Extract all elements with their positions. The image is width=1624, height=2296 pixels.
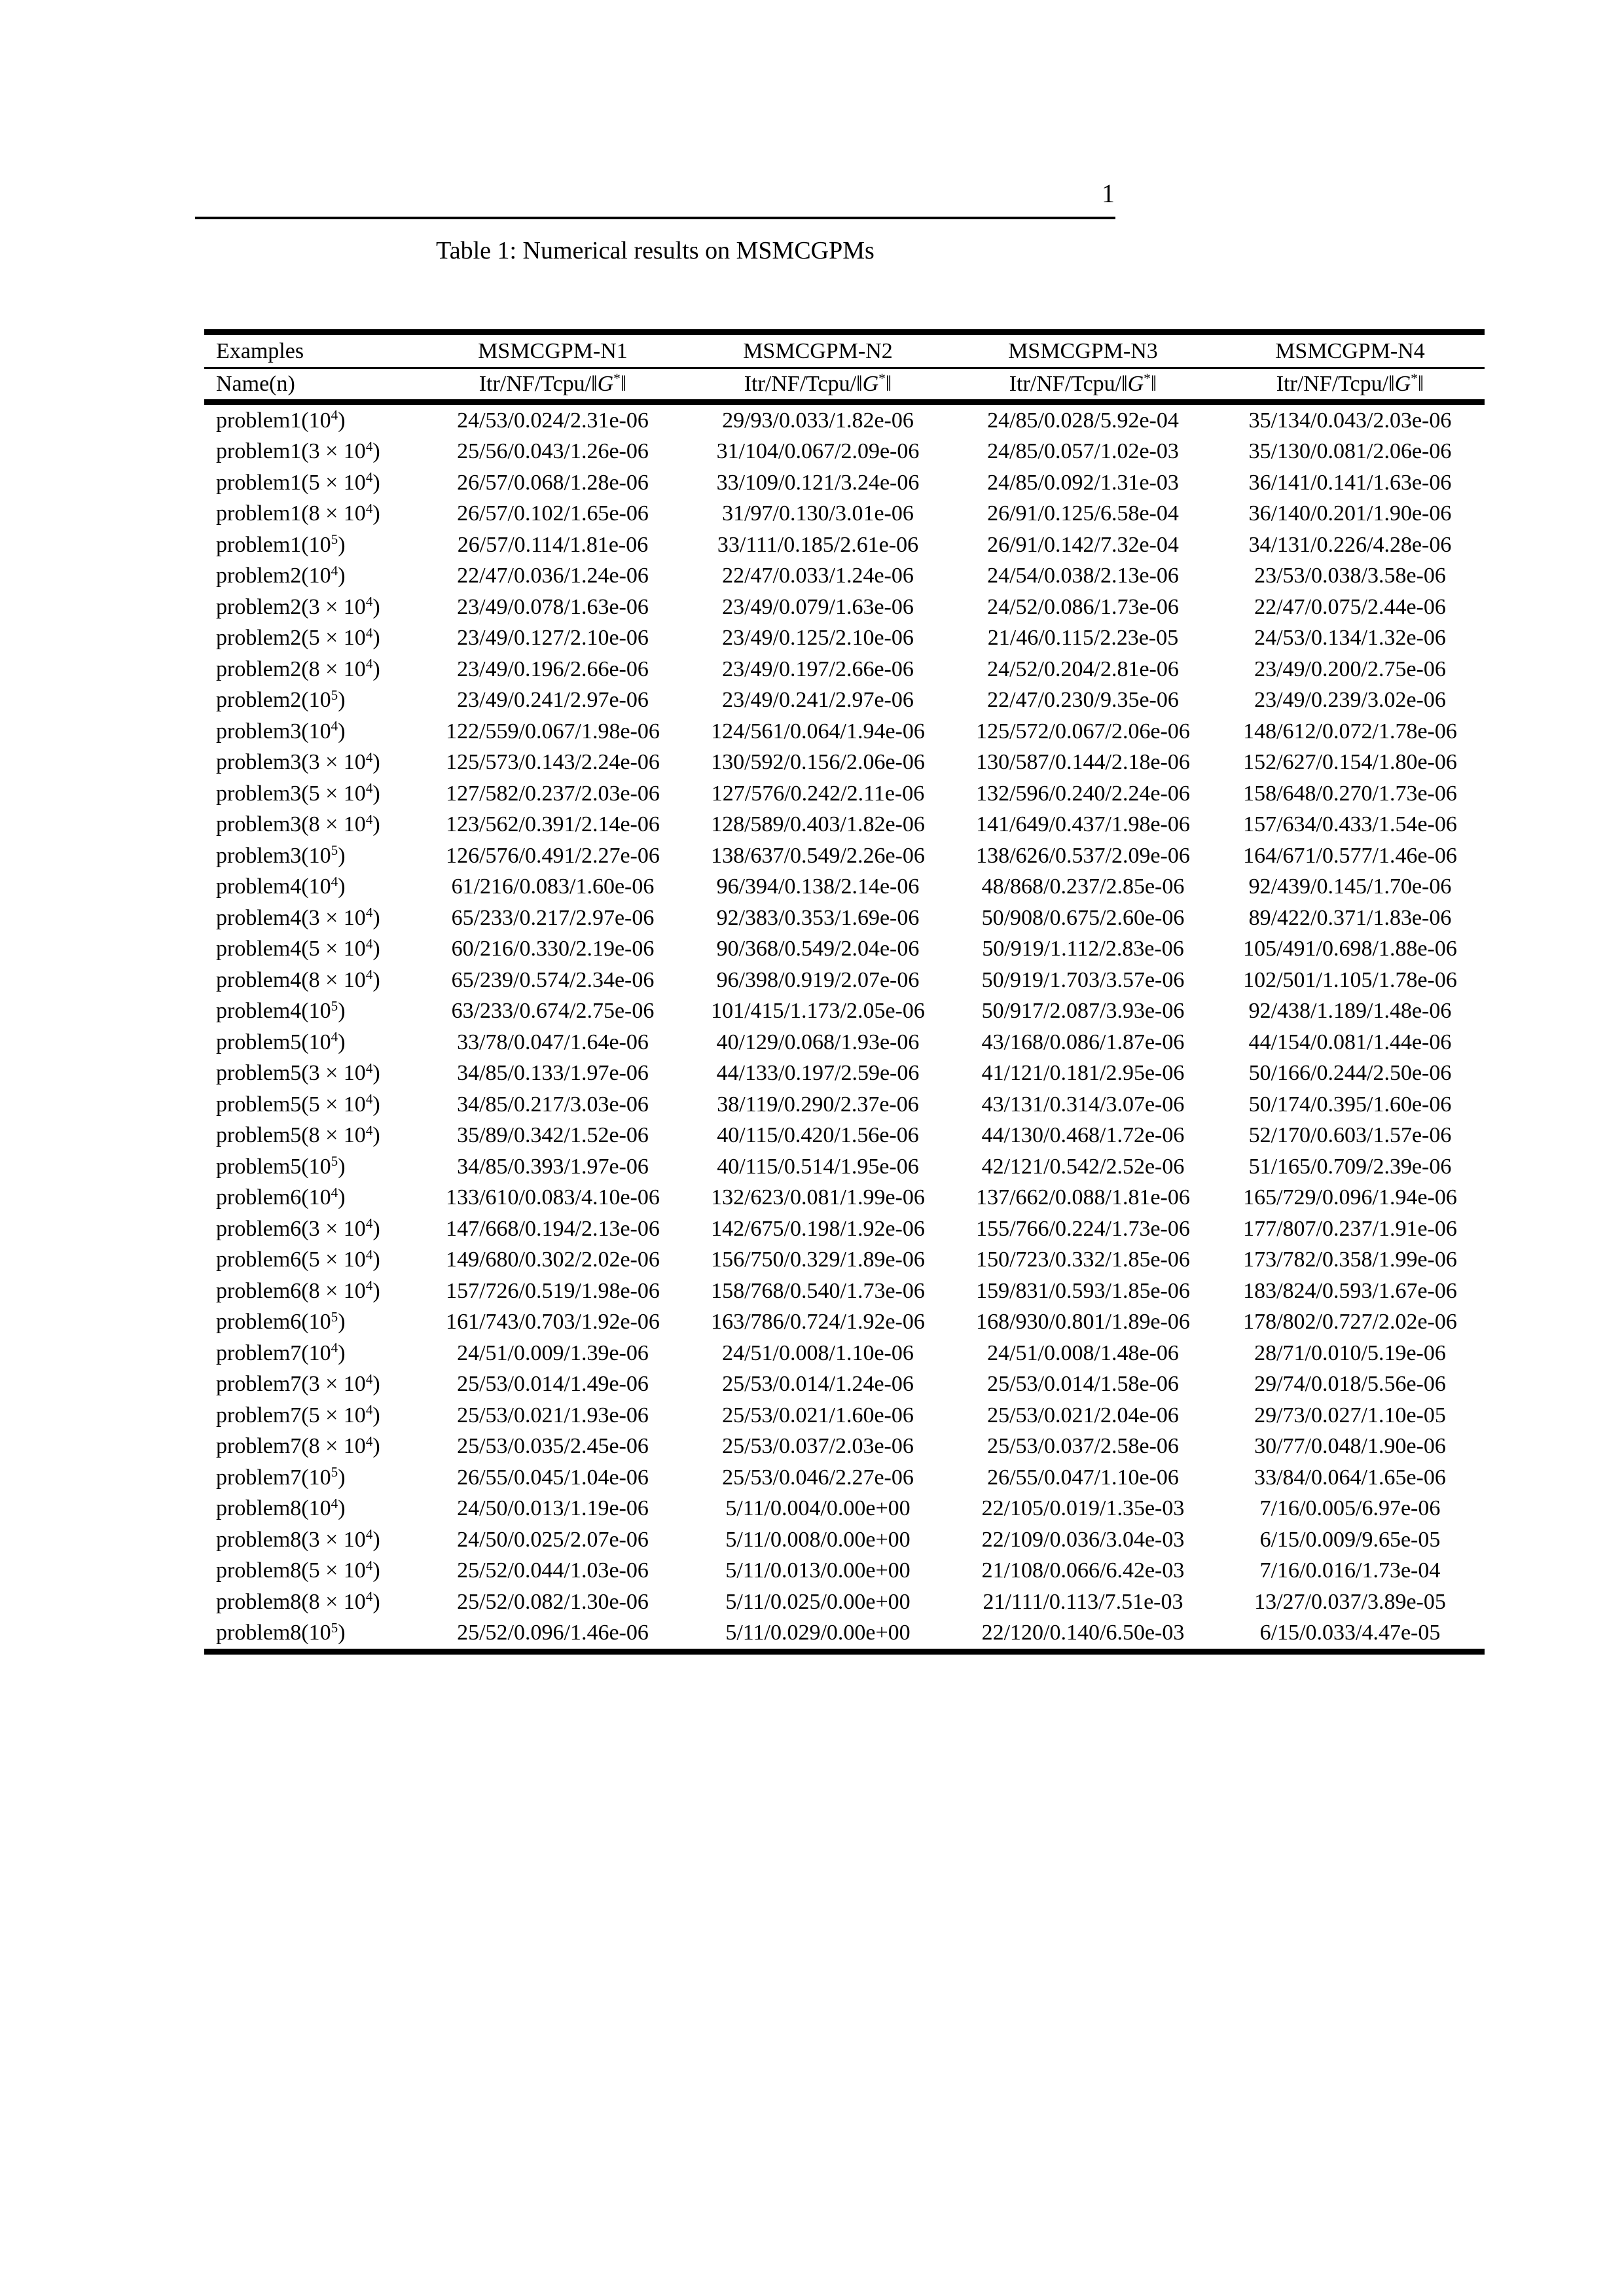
result-cell: 31/97/0.130/3.01e-06 [722,501,914,526]
table-row [204,1276,1485,1307]
result-cell: 123/562/0.391/2.14e-06 [446,812,660,837]
result-cell: 48/868/0.237/2.85e-06 [981,874,1185,899]
result-cell: 125/572/0.067/2.06e-06 [976,719,1190,744]
column-header-n4: MSMCGPM-N4 [1216,332,1485,368]
table-row [204,934,1485,965]
result-cell: 33/84/0.064/1.65e-06 [1254,1465,1446,1490]
result-cell: 21/46/0.115/2.23e-05 [987,626,1179,651]
problem-name-cell: problem7(8 × $10^4$) [216,1433,380,1459]
result-cell: 29/74/0.018/5.56e-06 [1254,1372,1446,1397]
result-cell: 122/559/0.067/1.98e-06 [446,719,660,744]
table-row [204,1245,1485,1276]
page-number: 1 [1102,179,1115,208]
result-cell: 13/27/0.037/3.89e-05 [1254,1589,1446,1614]
result-cell: 24/51/0.008/1.10e-06 [722,1340,914,1365]
result-cell: 44/130/0.468/1.72e-06 [981,1123,1185,1148]
result-cell: 152/627/0.154/1.80e-06 [1243,750,1457,775]
result-cell: 61/216/0.083/1.60e-06 [451,874,655,899]
table-row [204,996,1485,1028]
column-header-n1: MSMCGPM-N1 [420,332,685,368]
sub-header-name: Name(n) [204,368,420,403]
table-row [204,1058,1485,1090]
result-cell: 157/634/0.433/1.54e-06 [1243,812,1457,837]
result-cell: 142/675/0.198/1.92e-06 [711,1216,925,1241]
result-cell: 24/85/0.092/1.31e-03 [987,470,1179,495]
result-cell: 173/782/0.358/1.99e-06 [1243,1247,1457,1272]
result-cell: 34/85/0.133/1.97e-06 [457,1061,649,1086]
column-header-n3: MSMCGPM-N3 [950,332,1216,368]
problem-name-cell: problem2(5 × $10^4$) [216,624,380,651]
table-row [204,685,1485,717]
sub-header-metrics-n1: Itr/NF/Tcpu/‖G*‖ [420,368,685,403]
result-cell: 168/930/0.801/1.89e-06 [976,1310,1190,1335]
result-cell: 51/165/0.709/2.39e-06 [1248,1154,1452,1179]
problem-name-cell: problem5(8 × $10^4$) [216,1122,380,1148]
table-row [204,529,1485,561]
result-cell: 34/131/0.226/4.28e-06 [1248,532,1452,557]
table-row [204,654,1485,685]
result-cell: 96/394/0.138/2.14e-06 [716,874,920,899]
table-row [204,747,1485,779]
result-cell: 5/11/0.025/0.00e+00 [725,1589,911,1614]
sub-header-metrics-n3: Itr/NF/Tcpu/‖G*‖ [950,368,1216,403]
table-row [204,499,1485,530]
result-cell: 130/592/0.156/2.06e-06 [711,750,925,775]
result-cell: 26/91/0.125/6.58e-04 [987,501,1179,526]
result-cell: 148/612/0.072/1.78e-06 [1243,719,1457,744]
table-row [204,467,1485,499]
result-cell: 23/49/0.200/2.75e-06 [1254,656,1446,681]
table-row [204,437,1485,468]
table-header [204,332,1485,403]
table-caption: Table 1: Numerical results on MSMCGPMs [436,237,875,264]
table-row [204,1369,1485,1401]
result-cell: 25/53/0.035/2.45e-06 [457,1434,649,1459]
problem-name-cell: problem8(3 × $10^4$) [216,1526,380,1552]
problem-name-cell: $problem6(10^4)$ [216,1184,346,1210]
result-cell: 155/766/0.224/1.73e-06 [976,1216,1190,1241]
result-cell: 130/587/0.144/2.18e-06 [976,750,1190,775]
result-cell: 25/53/0.037/2.58e-06 [987,1434,1179,1459]
result-cell: 96/398/0.919/2.07e-06 [716,967,920,992]
problem-name-cell: problem1(5 × $10^4$) [216,469,380,495]
results-table-container [204,329,1485,1655]
result-cell: 149/680/0.302/2.02e-06 [446,1247,660,1272]
result-cell: 29/73/0.027/1.10e-05 [1254,1403,1446,1427]
result-cell: 31/104/0.067/2.09e-06 [716,439,920,464]
result-cell: 92/439/0.145/1.70e-06 [1248,874,1452,899]
result-cell: 65/239/0.574/2.34e-06 [451,967,655,992]
problem-name-cell: $problem5(10^4)$ [216,1029,346,1054]
result-cell: 23/53/0.038/3.58e-06 [1254,564,1446,588]
problem-name-cell: $problem1(10^5)$ [216,531,346,557]
result-cell: 22/105/0.019/1.35e-03 [981,1496,1185,1521]
header-rule [195,217,1115,219]
result-cell: 161/743/0.703/1.92e-06 [446,1310,660,1335]
result-cell: 34/85/0.393/1.97e-06 [457,1154,649,1179]
result-cell: 24/51/0.009/1.39e-06 [457,1340,649,1365]
result-cell: 138/626/0.537/2.09e-06 [976,843,1190,868]
result-cell: 33/109/0.121/3.24e-06 [716,470,920,495]
table-row [204,561,1485,592]
result-cell: 24/52/0.204/2.81e-06 [987,656,1179,681]
result-cell: 23/49/0.239/3.02e-06 [1254,688,1446,713]
result-cell: 21/111/0.113/7.51e-03 [983,1589,1183,1614]
table-row [204,1027,1485,1058]
problem-name-cell: $problem1(10^4)$ [216,407,346,433]
problem-name-cell: problem6(8 × $10^4$) [216,1278,380,1303]
problem-name-cell: problem2(8 × $10^4$) [216,656,380,681]
sub-header-row [204,368,1485,403]
result-cell: 25/52/0.082/1.30e-06 [457,1589,649,1614]
table-row [204,1618,1485,1652]
problem-name-cell: $problem4(10^5)$ [216,997,346,1024]
problem-name-cell: problem2(3 × $10^4$) [216,594,380,619]
result-cell: 44/154/0.081/1.44e-06 [1248,1030,1452,1054]
table-row [204,810,1485,841]
problem-name-cell: problem5(5 × $10^4$) [216,1091,380,1117]
result-cell: 22/47/0.075/2.44e-06 [1254,594,1446,619]
problem-name-cell: problem7(3 × $10^4$) [216,1371,380,1397]
result-cell: 26/57/0.102/1.65e-06 [457,501,649,526]
table-row [204,623,1485,655]
result-cell: 25/53/0.014/1.24e-06 [722,1372,914,1397]
result-cell: 25/53/0.037/2.03e-06 [722,1434,914,1459]
result-cell: 158/768/0.540/1.73e-06 [711,1278,925,1303]
problem-name-cell: $problem8(10^4)$ [216,1495,346,1521]
result-cell: 41/121/0.181/2.95e-06 [981,1061,1185,1086]
problem-name-cell: problem5(3 × $10^4$) [216,1060,380,1086]
result-cell: 26/57/0.114/1.81e-06 [457,532,649,557]
table-row [204,1556,1485,1587]
result-cell: 164/671/0.577/1.46e-06 [1243,843,1457,868]
problem-name-cell: problem3(8 × $10^4$) [216,811,380,837]
result-cell: 124/561/0.064/1.94e-06 [711,719,925,744]
result-cell: 158/648/0.270/1.73e-06 [1243,781,1457,806]
result-cell: 24/85/0.028/5.92e-04 [987,408,1179,433]
result-cell: 36/141/0.141/1.63e-06 [1248,470,1452,495]
problem-name-cell: $problem2(10^4)$ [216,562,346,588]
result-cell: 137/662/0.088/1.81e-06 [976,1185,1190,1210]
result-cell: 25/53/0.021/2.04e-06 [987,1403,1179,1427]
problem-name-cell: $problem5(10^5)$ [216,1153,346,1179]
result-cell: 5/11/0.013/0.00e+00 [725,1558,911,1583]
result-cell: 92/383/0.353/1.69e-06 [716,905,920,930]
result-cell: 35/134/0.043/2.03e-06 [1248,408,1452,433]
result-cell: 35/130/0.081/2.06e-06 [1248,439,1452,464]
problem-name-cell: problem4(8 × $10^4$) [216,967,380,992]
problem-name-cell: $problem3(10^5)$ [216,842,346,868]
table-row [204,1524,1485,1556]
problem-name-cell: problem8(5 × $10^4$) [216,1557,380,1583]
result-cell: 60/216/0.330/2.19e-06 [451,937,655,961]
table-body [204,403,1485,1652]
table-row [204,1338,1485,1369]
result-cell: 105/491/0.698/1.88e-06 [1243,937,1457,961]
result-cell: 24/85/0.057/1.02e-03 [987,439,1179,464]
column-header-n2: MSMCGPM-N2 [685,332,950,368]
result-cell: 128/589/0.403/1.82e-06 [711,812,925,837]
result-cell: 125/573/0.143/2.24e-06 [446,750,660,775]
result-cell: 23/49/0.196/2.66e-06 [457,656,649,681]
result-cell: 25/53/0.014/1.58e-06 [987,1372,1179,1397]
result-cell: 33/78/0.047/1.64e-06 [457,1030,649,1054]
result-cell: 23/49/0.241/2.97e-06 [457,688,649,713]
result-cell: 132/596/0.240/2.24e-06 [976,781,1190,806]
column-header-row [204,332,1485,368]
result-cell: 147/668/0.194/2.13e-06 [446,1216,660,1241]
result-cell: 25/53/0.021/1.93e-06 [457,1403,649,1427]
result-cell: 24/52/0.086/1.73e-06 [987,594,1179,619]
result-cell: 127/576/0.242/2.11e-06 [711,781,925,806]
table-row [204,1494,1485,1525]
result-cell: 183/824/0.593/1.67e-06 [1243,1278,1457,1303]
result-cell: 25/52/0.044/1.03e-06 [457,1558,649,1583]
table-row [204,1089,1485,1121]
result-cell: 177/807/0.237/1.91e-06 [1243,1216,1457,1241]
result-cell: 43/131/0.314/3.07e-06 [981,1092,1185,1117]
result-cell: 89/422/0.371/1.83e-06 [1248,905,1452,930]
result-cell: 102/501/1.105/1.78e-06 [1243,967,1457,992]
result-cell: 22/47/0.033/1.24e-06 [722,564,914,588]
result-cell: 25/53/0.014/1.49e-06 [457,1372,649,1397]
result-cell: 38/119/0.290/2.37e-06 [717,1092,919,1117]
result-cell: 33/111/0.185/2.61e-06 [717,532,919,557]
table-row [204,965,1485,996]
result-cell: 50/917/2.087/3.93e-06 [981,999,1185,1024]
table-row [204,1151,1485,1183]
results-table [204,329,1485,1655]
result-cell: 28/71/0.010/5.19e-06 [1254,1340,1446,1365]
result-cell: 24/53/0.134/1.32e-06 [1254,626,1446,651]
result-cell: 6/15/0.009/9.65e-05 [1259,1527,1441,1552]
problem-name-cell: problem1(3 × $10^4$) [216,438,380,464]
result-cell: 23/49/0.079/1.63e-06 [722,594,914,619]
result-cell: 127/582/0.237/2.03e-06 [446,781,660,806]
table-row [204,1183,1485,1214]
problem-name-cell: $problem6(10^5)$ [216,1308,346,1335]
problem-name-cell: $problem7(10^4)$ [216,1340,346,1365]
result-cell: 22/47/0.230/9.35e-06 [987,688,1179,713]
problem-name-cell: problem6(5 × $10^4$) [216,1246,380,1272]
result-cell: 23/49/0.125/2.10e-06 [722,626,914,651]
table-row [204,403,1485,437]
problem-name-cell: problem1(8 × $10^4$) [216,500,380,526]
table-row [204,1213,1485,1245]
result-cell: 52/170/0.603/1.57e-06 [1248,1123,1452,1148]
result-cell: 157/726/0.519/1.98e-06 [446,1278,660,1303]
result-cell: 165/729/0.096/1.94e-06 [1243,1185,1457,1210]
result-cell: 29/93/0.033/1.82e-06 [722,408,914,433]
column-header-examples: Examples [204,332,420,368]
result-cell: 50/919/1.703/3.57e-06 [981,967,1185,992]
result-cell: 126/576/0.491/2.27e-06 [446,843,660,868]
result-cell: 101/415/1.173/2.05e-06 [711,999,925,1024]
result-cell: 24/54/0.038/2.13e-06 [987,564,1179,588]
result-cell: 26/91/0.142/7.32e-04 [987,532,1179,557]
result-cell: 30/77/0.048/1.90e-06 [1254,1434,1446,1459]
result-cell: 26/55/0.047/1.10e-06 [987,1465,1179,1490]
result-cell: 63/233/0.674/2.75e-06 [451,999,655,1024]
result-cell: 23/49/0.127/2.10e-06 [457,626,649,651]
sub-header-metrics-n2: Itr/NF/Tcpu/‖G*‖ [685,368,950,403]
result-cell: 43/168/0.086/1.87e-06 [981,1030,1185,1054]
table-row [204,872,1485,903]
result-cell: 150/723/0.332/1.85e-06 [976,1247,1190,1272]
result-cell: 159/831/0.593/1.85e-06 [976,1278,1190,1303]
result-cell: 22/47/0.036/1.24e-06 [457,564,649,588]
table-row [204,903,1485,934]
result-cell: 50/166/0.244/2.50e-06 [1248,1061,1452,1086]
result-cell: 133/610/0.083/4.10e-06 [446,1185,660,1210]
result-cell: 156/750/0.329/1.89e-06 [711,1247,925,1272]
problem-name-cell: $problem2(10^5)$ [216,687,346,713]
table-row [204,716,1485,747]
table-row [204,1400,1485,1431]
sub-header-metrics-n4: Itr/NF/Tcpu/‖G*‖ [1216,368,1485,403]
result-cell: 25/53/0.021/1.60e-06 [722,1403,914,1427]
result-cell: 132/623/0.081/1.99e-06 [711,1185,925,1210]
result-cell: 6/15/0.033/4.47e-05 [1259,1621,1441,1645]
result-cell: 44/133/0.197/2.59e-06 [716,1061,920,1086]
result-cell: 25/52/0.096/1.46e-06 [457,1621,649,1645]
table-row [204,1462,1485,1494]
problem-name-cell: $problem3(10^4)$ [216,718,346,744]
result-cell: 24/50/0.013/1.19e-06 [457,1496,649,1521]
table-row [204,840,1485,872]
result-cell: 5/11/0.008/0.00e+00 [725,1527,911,1552]
problem-name-cell: problem4(5 × $10^4$) [216,935,380,961]
table-row [204,1587,1485,1618]
result-cell: 23/49/0.078/1.63e-06 [457,594,649,619]
result-cell: 40/129/0.068/1.93e-06 [716,1030,920,1054]
result-cell: 23/49/0.197/2.66e-06 [722,656,914,681]
result-cell: 40/115/0.420/1.56e-06 [717,1123,919,1148]
result-cell: 40/115/0.514/1.95e-06 [717,1154,919,1179]
result-cell: 138/637/0.549/2.26e-06 [711,843,925,868]
result-cell: 50/908/0.675/2.60e-06 [981,905,1185,930]
result-cell: 25/56/0.043/1.26e-06 [457,439,649,464]
problem-name-cell: problem6(3 × $10^4$) [216,1215,380,1241]
result-cell: 24/53/0.024/2.31e-06 [457,408,649,433]
result-cell: 25/53/0.046/2.27e-06 [722,1465,914,1490]
result-cell: 22/120/0.140/6.50e-03 [981,1621,1185,1645]
problem-name-cell: $problem7(10^5)$ [216,1464,346,1490]
problem-name-cell: problem3(3 × $10^4$) [216,749,380,775]
table-row [204,1121,1485,1152]
result-cell: 36/140/0.201/1.90e-06 [1248,501,1452,526]
result-cell: 163/786/0.724/1.92e-06 [711,1310,925,1335]
result-cell: 24/50/0.025/2.07e-06 [457,1527,649,1552]
problem-name-cell: problem4(3 × $10^4$) [216,905,380,930]
result-cell: 178/802/0.727/2.02e-06 [1243,1310,1457,1335]
result-cell: 34/85/0.217/3.03e-06 [457,1092,649,1117]
result-cell: 65/233/0.217/2.97e-06 [451,905,655,930]
result-cell: 22/109/0.036/3.04e-03 [981,1527,1185,1552]
result-cell: 24/51/0.008/1.48e-06 [987,1340,1179,1365]
result-cell: 21/108/0.066/6.42e-03 [981,1558,1185,1583]
problem-name-cell: $problem8(10^5)$ [216,1619,346,1645]
result-cell: 42/121/0.542/2.52e-06 [981,1154,1185,1179]
table-row [204,1307,1485,1338]
result-cell: 26/55/0.045/1.04e-06 [457,1465,649,1490]
problem-name-cell: problem3(5 × $10^4$) [216,780,380,806]
result-cell: 35/89/0.342/1.52e-06 [457,1123,649,1148]
problem-name-cell: $problem4(10^4)$ [216,873,346,899]
problem-name-cell: problem8(8 × $10^4$) [216,1588,380,1614]
result-cell: 141/649/0.437/1.98e-06 [976,812,1190,837]
result-cell: 7/16/0.005/6.97e-06 [1259,1496,1441,1521]
table-row [204,592,1485,623]
result-cell: 92/438/1.189/1.48e-06 [1248,999,1452,1024]
table-row [204,778,1485,810]
result-cell: 50/919/1.112/2.83e-06 [982,937,1184,961]
result-cell: 5/11/0.029/0.00e+00 [725,1621,911,1645]
problem-name-cell: problem7(5 × $10^4$) [216,1402,380,1427]
result-cell: 23/49/0.241/2.97e-06 [722,688,914,713]
table-row [204,1431,1485,1463]
result-cell: 50/174/0.395/1.60e-06 [1248,1092,1452,1117]
result-cell: 26/57/0.068/1.28e-06 [457,470,649,495]
result-cell: 7/16/0.016/1.73e-04 [1259,1558,1441,1583]
result-cell: 90/368/0.549/2.04e-06 [716,937,920,961]
result-cell: 5/11/0.004/0.00e+00 [725,1496,911,1521]
